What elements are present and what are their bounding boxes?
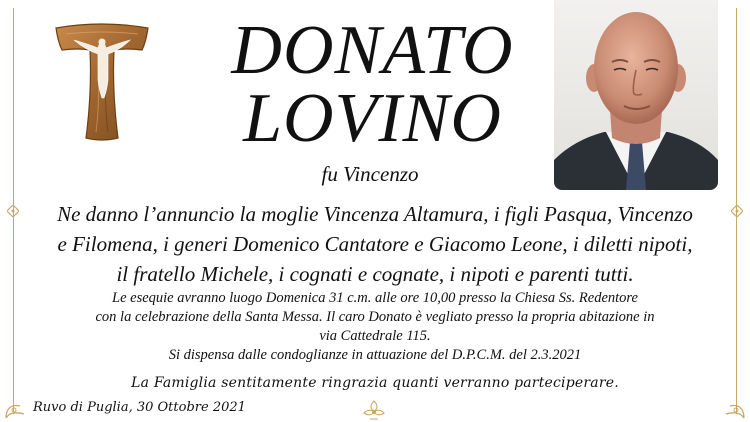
announcement-line: il fratello Michele, i cognati e cognate, i nipoti e parenti tutti.: [116, 262, 634, 286]
funeral-line: con la celebrazione della Santa Messa. Il caro Donato è vegliato presso la propria abitazione in: [95, 309, 655, 325]
corner-flourish-icon: [722, 398, 748, 420]
funeral-line: Si dispensa dalle condoglianze in attuazione del D.P.C.M. del 2.3.2021: [168, 347, 582, 363]
funeral-line: via Cattedrale 115.: [319, 328, 431, 344]
funeral-details: [50, 289, 700, 365]
corner-flourish-icon: [2, 398, 28, 420]
father-name: fu Vincenzo: [321, 162, 419, 186]
deceased-last-name: LOVINO: [243, 80, 502, 157]
announcement-line: Ne danno l’annuncio la moglie Vincenza Altamura, i figli Pasqua, Vincenzo: [57, 202, 693, 226]
announcement-text: [40, 199, 710, 289]
portrait-photo: [554, 0, 718, 190]
place-date: Ruvo di Puglia, 30 Ottobre 2021: [33, 400, 246, 415]
floral-emblem-icon: [362, 399, 386, 421]
diamond-ornament-icon: [731, 205, 743, 217]
announcement-line: e Filomena, i generi Domenico Cantatore e Giacomo Leone, i diletti nipoti,: [57, 232, 693, 256]
family-thanks: La Famiglia sentitamente ringrazia quanti verranno parteciperare.: [131, 375, 619, 391]
deceased-first-name: DONATO: [231, 12, 514, 89]
diamond-ornament-icon: [7, 205, 19, 217]
funeral-line: Le esequie avranno luogo Domenica 31 c.m. alle ore 10,00 presso la Chiesa Ss. Redentore: [112, 290, 638, 306]
tau-cross-icon: [52, 22, 152, 144]
